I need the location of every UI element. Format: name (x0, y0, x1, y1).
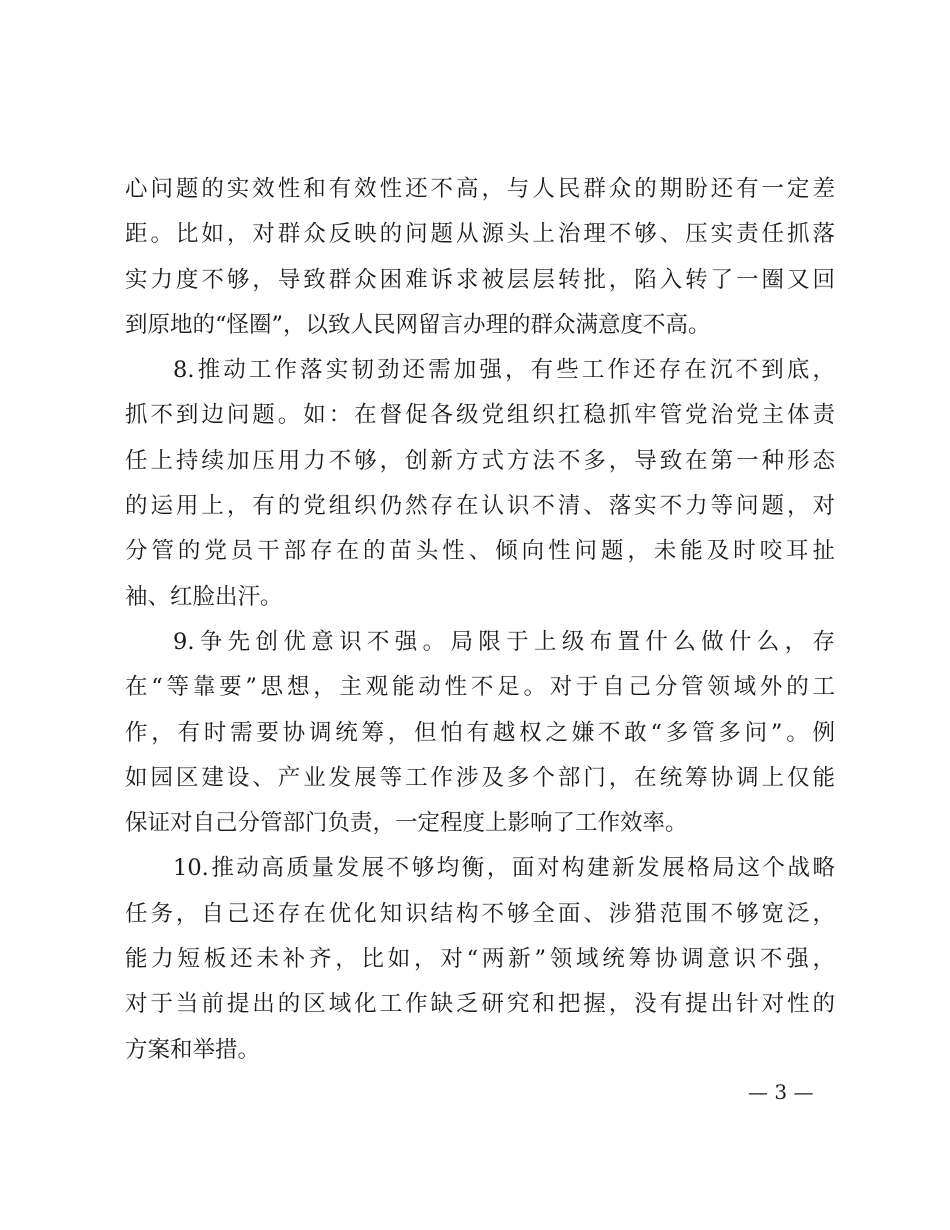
text-line: 能力短板还未补齐，比如，对“两新”领域统筹协调意识不强， (125, 946, 835, 973)
text-line: 任务，自己还存在优化知识结构不够全面、涉猎范围不够宽泛， (125, 900, 835, 927)
text-line: 抓不到边问题。如：在督促各级党组织扛稳抓牢管党治党主体责 (125, 402, 835, 429)
text-line: 方案和举措。 (125, 1036, 261, 1063)
text-line: 作，有时需要协调统筹，但怕有越权之嫌不敢“多管多问”。例 (125, 719, 835, 746)
text-line: 任上持续加压用力不够，创新方式方法不多，导致在第一种形态 (125, 447, 835, 474)
text-line: 如园区建设、产业发展等工作涉及多个部门，在统筹协调上仅能 (125, 764, 835, 791)
text-line: 10.推动高质量发展不够均衡，面对构建新发展格局这个战略 (173, 855, 835, 882)
text-line: 分管的党员干部存在的苗头性、倾向性问题，未能及时咬耳扯 (125, 538, 835, 565)
text-line: 距。比如，对群众反映的问题从源头上治理不够、压实责任抓落 (125, 221, 835, 248)
text-line: 实力度不够，导致群众困难诉求被层层转批，陷入转了一圈又回 (125, 266, 835, 293)
text-line: 对于当前提出的区域化工作缺乏研究和把握，没有提出针对性的 (125, 991, 835, 1018)
text-line: 9.争先创优意识不强。局限于上级布置什么做什么，存 (173, 628, 835, 655)
text-line: 的运用上，有的党组织仍然存在认识不清、落实不力等问题，对 (125, 493, 835, 520)
body-text (125, 167, 835, 1073)
text-line: 心问题的实效性和有效性还不高，与人民群众的期盼还有一定差 (125, 176, 835, 202)
text-line: 袖、红脸出汗。 (125, 583, 283, 610)
text-line: 保证对自己分管部门负责，一定程度上影响了工作效率。 (125, 810, 688, 837)
text-line: 在“等靠要”思想，主观能动性不足。对于自己分管领域外的工 (125, 674, 835, 701)
text-line: 到原地的“怪圈”，以致人民网留言办理的群众满意度不高。 (125, 311, 711, 338)
page-number: — 3 — (748, 1080, 814, 1104)
text-line: 8.推动工作落实韧劲还需加强，有些工作还存在沉不到底， (173, 357, 835, 384)
